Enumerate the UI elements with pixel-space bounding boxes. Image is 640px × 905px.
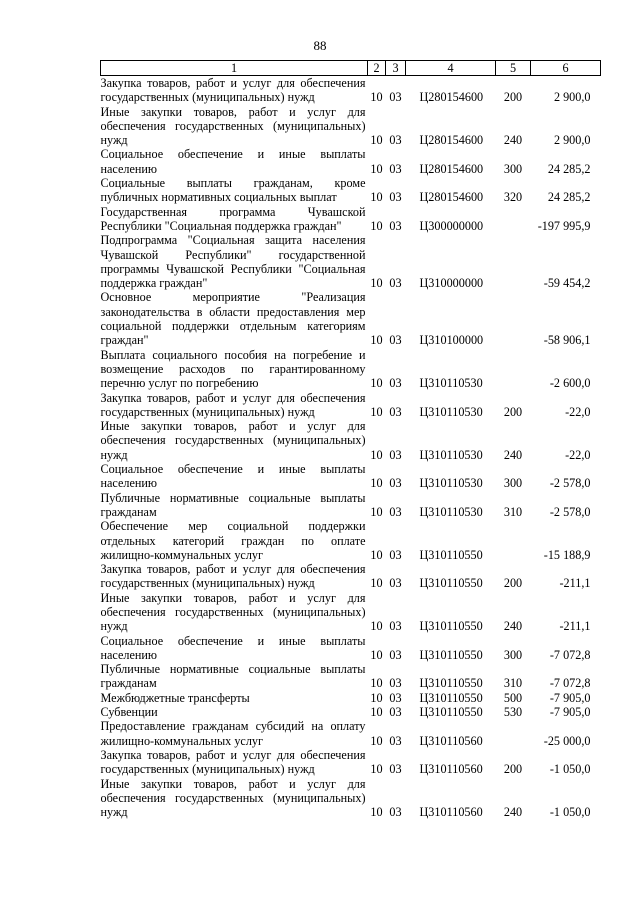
row-section: 10	[370, 190, 383, 205]
row-section: 10	[370, 676, 383, 691]
row-name: Иные закупки товаров, работ и услуг для обеспечения государственных (муниципальных) нужд	[100, 776, 366, 820]
table-row	[101, 591, 601, 634]
table-header	[101, 61, 601, 76]
row-subsection: 03	[389, 404, 402, 419]
row-name: Социальное обеспечение и иные выплаты населению	[100, 462, 366, 491]
row-target-code: Ц280154600	[419, 90, 484, 105]
row-subsection: 03	[389, 133, 402, 148]
row-subsection: 03	[389, 762, 402, 777]
row-expense-type	[496, 290, 531, 347]
row-subsection: 03	[389, 476, 402, 491]
row-expense-type: 310	[503, 676, 523, 691]
row-name: Публичные нормативные социальные выплаты гражданам	[100, 662, 366, 691]
table-row	[101, 462, 601, 491]
row-section: 10	[370, 733, 383, 748]
row-section: 10	[370, 805, 383, 820]
row-section: 10	[370, 547, 383, 562]
row-target-code: Ц310110550	[419, 619, 483, 634]
row-target-code: Ц310110560	[419, 762, 483, 777]
row-target-code: Ц310110550	[419, 576, 483, 591]
row-name: Иные закупки товаров, работ и услуг для обеспечения государственных (муниципальных) нужд	[100, 419, 366, 462]
row-subsection: 03	[389, 504, 402, 519]
row-expense-type	[496, 719, 531, 748]
row-amount: 24 285,2	[547, 161, 591, 176]
row-name: Подпрограмма "Социальная защита населения Чувашской Республики" государственной программы Чувашской Республики "Социальная поддержка граждан"	[100, 233, 366, 291]
row-amount: -22,0	[565, 404, 591, 419]
row-expense-type: 300	[503, 161, 523, 176]
row-name: Основное мероприятие "Реализация законодательства в области предоставления мер социальной поддержки отдельным категориям граждан"	[100, 290, 366, 348]
row-subsection: 03	[389, 705, 402, 720]
table-row	[101, 562, 601, 591]
row-section: 10	[370, 161, 383, 176]
row-amount: -7 905,0	[549, 690, 591, 705]
table-row	[101, 491, 601, 520]
row-amount: -2 578,0	[549, 504, 591, 519]
row-amount: -2 578,0	[549, 476, 591, 491]
row-target-code: Ц310110550	[419, 705, 483, 720]
row-target-code: Ц300000000	[419, 218, 484, 233]
row-amount: -7 072,8	[549, 647, 591, 662]
row-amount: -211,1	[559, 619, 591, 634]
row-subsection: 03	[389, 161, 402, 176]
column-header: 2	[368, 61, 386, 76]
table-row	[101, 691, 601, 705]
row-section: 10	[370, 705, 383, 720]
row-section: 10	[370, 762, 383, 777]
row-section: 10	[370, 90, 383, 105]
row-target-code: Ц310110550	[419, 676, 483, 691]
row-target-code: Ц310110550	[419, 690, 483, 705]
row-name: Публичные нормативные социальные выплаты гражданам	[100, 490, 366, 519]
row-amount: 2 900,0	[553, 133, 591, 148]
row-amount: -197 995,9	[537, 218, 591, 233]
row-expense-type	[496, 205, 531, 234]
row-amount: -1 050,0	[549, 805, 591, 820]
row-amount: -58 906,1	[543, 333, 591, 348]
budget-table	[100, 60, 601, 819]
row-section: 10	[370, 576, 383, 591]
row-section: 10	[370, 276, 383, 291]
row-amount: -7 905,0	[549, 705, 591, 720]
column-header: 6	[531, 61, 601, 76]
table-row	[101, 105, 601, 148]
column-header: 4	[406, 61, 496, 76]
row-expense-type	[496, 519, 531, 562]
row-expense-type: 530	[503, 705, 523, 720]
row-expense-type: 240	[503, 133, 523, 148]
row-target-code: Ц310000000	[419, 276, 484, 291]
row-subsection: 03	[389, 218, 402, 233]
row-expense-type: 200	[503, 404, 523, 419]
row-target-code: Ц280154600	[419, 133, 484, 148]
row-amount: 2 900,0	[553, 90, 591, 105]
table-row	[101, 348, 601, 391]
row-subsection: 03	[389, 647, 402, 662]
row-amount: -59 454,2	[543, 276, 591, 291]
row-subsection: 03	[389, 547, 402, 562]
row-name: Межбюджетные трансферты	[100, 690, 250, 705]
row-subsection: 03	[389, 805, 402, 820]
table-row	[101, 391, 601, 420]
row-amount: -211,1	[559, 576, 591, 591]
row-section: 10	[370, 333, 383, 348]
row-amount: -22,0	[565, 447, 591, 462]
row-subsection: 03	[389, 90, 402, 105]
row-name: Социальное обеспечение и иные выплаты населению	[100, 147, 366, 176]
row-name: Закупка товаров, работ и услуг для обеспечения государственных (муниципальных) нужд	[100, 76, 366, 105]
row-name: Закупка товаров, работ и услуг для обеспечения государственных (муниципальных) нужд	[100, 390, 366, 419]
row-subsection: 03	[389, 619, 402, 634]
row-expense-type: 200	[503, 90, 523, 105]
row-target-code: Ц310110530	[419, 447, 483, 462]
table-row	[101, 748, 601, 777]
row-target-code: Ц280154600	[419, 190, 484, 205]
table-row	[101, 705, 601, 719]
row-expense-type: 200	[503, 576, 523, 591]
table-body	[101, 76, 601, 820]
row-section: 10	[370, 619, 383, 634]
row-name: Закупка товаров, работ и услуг для обеспечения государственных (муниципальных) нужд	[100, 562, 366, 591]
row-target-code: Ц310110560	[419, 805, 483, 820]
row-amount: -1 050,0	[549, 762, 591, 777]
row-subsection: 03	[389, 690, 402, 705]
table-row	[101, 233, 601, 290]
table-row	[101, 777, 601, 820]
row-subsection: 03	[389, 190, 402, 205]
table-row	[101, 634, 601, 663]
row-section: 10	[370, 690, 383, 705]
row-subsection: 03	[389, 447, 402, 462]
row-amount: 24 285,2	[547, 190, 591, 205]
row-target-code: Ц280154600	[419, 161, 484, 176]
row-target-code: Ц310110550	[419, 647, 483, 662]
row-expense-type: 240	[503, 805, 523, 820]
row-expense-type: 200	[503, 762, 523, 777]
row-target-code: Ц310110550	[419, 547, 483, 562]
row-section: 10	[370, 133, 383, 148]
row-expense-type	[496, 348, 531, 391]
table-row	[101, 176, 601, 205]
column-header: 5	[496, 61, 531, 76]
row-subsection: 03	[389, 333, 402, 348]
row-expense-type: 320	[503, 190, 523, 205]
row-name: Иные закупки товаров, работ и услуг для обеспечения государственных (муниципальных) нужд	[100, 104, 366, 148]
row-name: Предоставление гражданам субсидий на оплату жилищно-коммунальных услуг	[100, 719, 366, 748]
row-target-code: Ц310110530	[419, 476, 483, 491]
row-section: 10	[370, 376, 383, 391]
row-expense-type: 500	[503, 690, 523, 705]
row-name: Государственная программа Чувашской Республики "Социальная поддержка граждан"	[100, 204, 366, 233]
row-name: Обеспечение мер социальной поддержки отдельных категорий граждан по оплате жилищно-коммунальных услуг	[100, 519, 366, 562]
row-expense-type: 240	[503, 619, 523, 634]
row-name: Иные закупки товаров, работ и услуг для обеспечения государственных (муниципальных) нужд	[100, 590, 366, 634]
row-subsection: 03	[389, 733, 402, 748]
row-expense-type: 310	[503, 504, 523, 519]
row-expense-type: 300	[503, 476, 523, 491]
page-number: 88	[313, 38, 327, 53]
row-target-code: Ц310110530	[419, 504, 483, 519]
table-row	[101, 662, 601, 691]
row-target-code: Ц310110530	[419, 376, 483, 391]
row-section: 10	[370, 218, 383, 233]
row-target-code: Ц310100000	[419, 333, 484, 348]
table-row	[101, 519, 601, 562]
row-amount: -2 600,0	[549, 376, 591, 391]
row-amount: -7 072,8	[549, 676, 591, 691]
table-row	[101, 205, 601, 234]
row-expense-type: 240	[503, 447, 523, 462]
row-amount: -25 000,0	[543, 733, 591, 748]
row-name: Выплата социального пособия на погребение и возмещение расходов по гарантированному перечню услуг по погребению	[100, 347, 366, 391]
row-name: Субвенции	[100, 705, 158, 720]
table-row	[101, 419, 601, 462]
row-target-code: Ц310110530	[419, 404, 483, 419]
row-name: Закупка товаров, работ и услуг для обеспечения государственных (муниципальных) нужд	[100, 747, 366, 777]
row-expense-type: 300	[503, 647, 523, 662]
table-row	[101, 290, 601, 347]
row-name: Социальное обеспечение и иные выплаты населению	[100, 633, 366, 662]
row-section: 10	[370, 647, 383, 662]
row-target-code: Ц310110560	[419, 733, 483, 748]
row-section: 10	[370, 476, 383, 491]
column-header: 1	[101, 61, 368, 76]
row-section: 10	[370, 404, 383, 419]
row-subsection: 03	[389, 576, 402, 591]
row-section: 10	[370, 504, 383, 519]
row-name: Социальные выплаты гражданам, кроме публичных нормативных социальных выплат	[100, 176, 366, 205]
row-subsection: 03	[389, 276, 402, 291]
row-section: 10	[370, 447, 383, 462]
table-row	[101, 147, 601, 176]
table-row	[101, 719, 601, 748]
column-header: 3	[386, 61, 406, 76]
row-amount: -15 188,9	[543, 547, 591, 562]
row-subsection: 03	[389, 376, 402, 391]
row-expense-type	[496, 233, 531, 290]
table-row	[101, 76, 601, 105]
row-subsection: 03	[389, 676, 402, 691]
